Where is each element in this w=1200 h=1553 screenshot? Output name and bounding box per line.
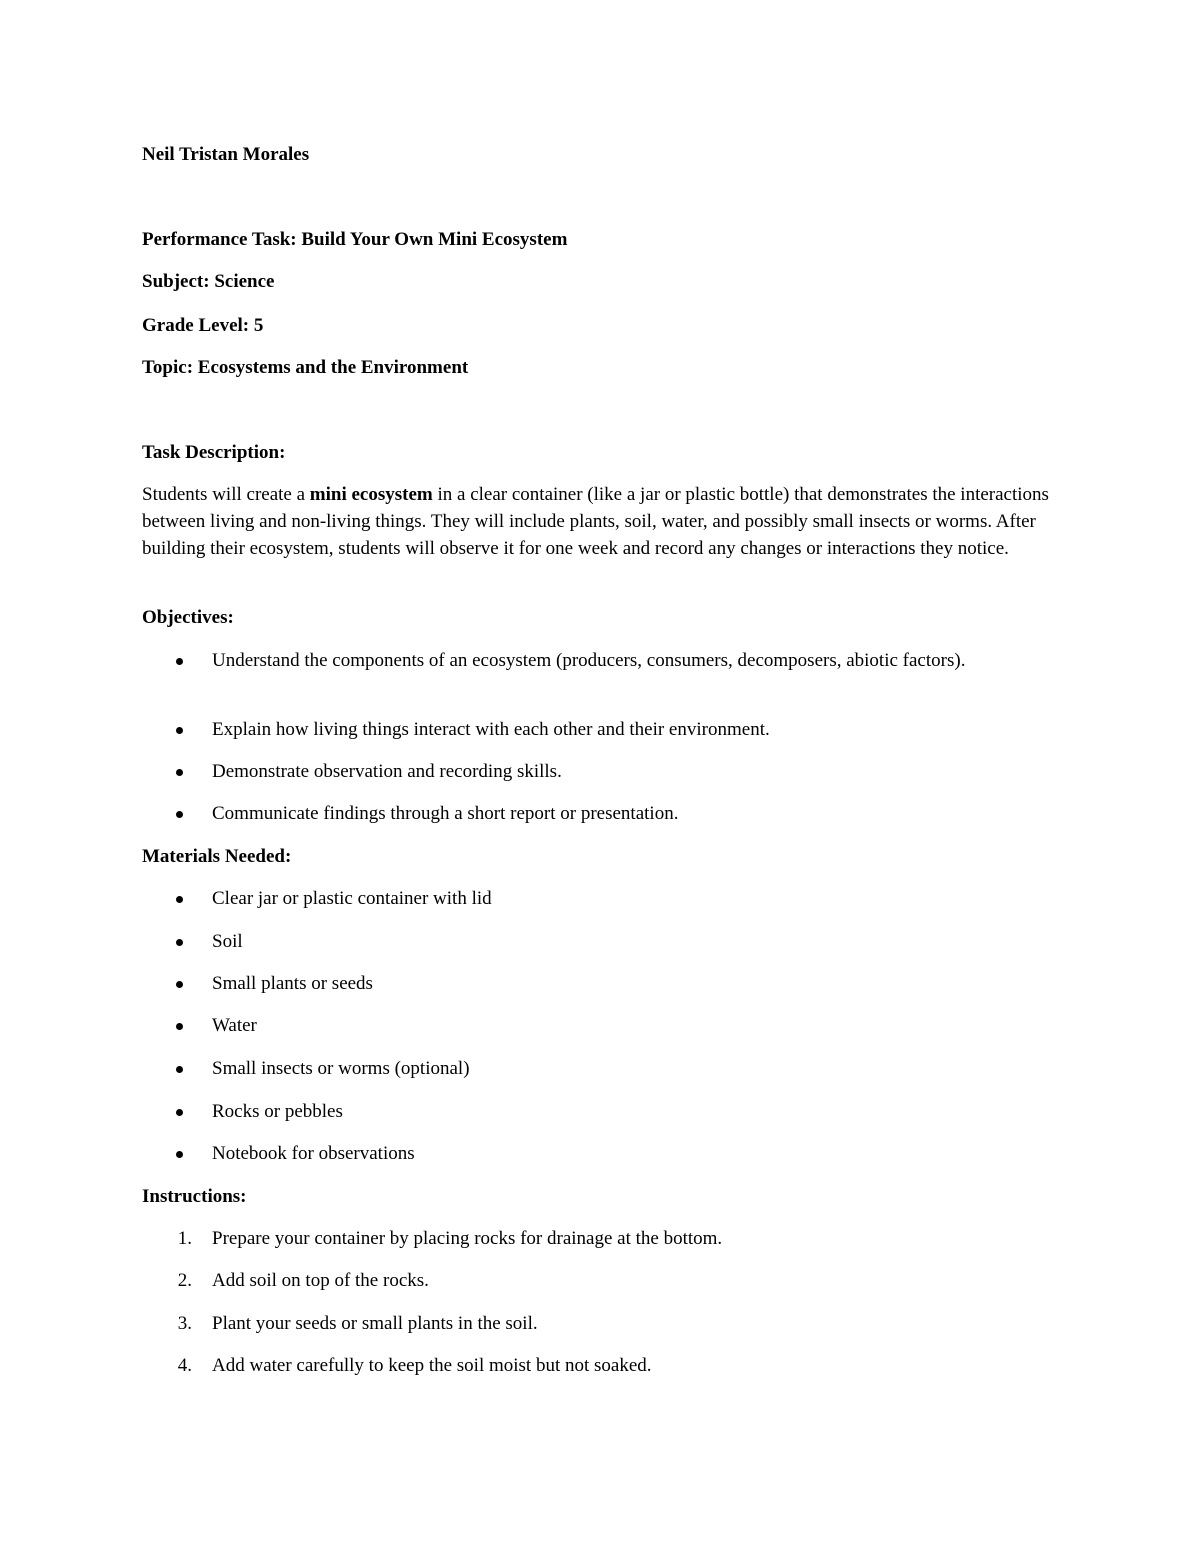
material-text: Rocks or pebbles [212,1101,343,1122]
task-description-heading: Task Description: [142,442,286,463]
task-description-emphasis: mini ecosystem [309,484,433,505]
task-title [142,226,567,253]
instruction-text: Prepare your container by placing rocks for drainage at the bottom. [212,1228,723,1249]
grade-label: Grade Level: [142,315,250,336]
material-item [142,885,1062,912]
bullet-icon [176,1151,183,1158]
bullet-icon [176,896,183,903]
material-text: Water [212,1015,257,1036]
instruction-item [142,1225,1062,1252]
subject-line [142,268,274,295]
material-item [142,1098,1062,1125]
materials-heading: Materials Needed: [142,846,292,867]
bullet-icon [176,769,183,776]
objectives-heading: Objectives: [142,607,234,628]
material-item [142,1055,1062,1082]
objective-item [142,716,1062,743]
bullet-icon [176,658,183,665]
bullet-icon [176,1066,183,1073]
task-title-label: Performance Task: [142,229,297,250]
topic-value: Ecosystems and the Environment [197,357,469,378]
material-item [142,1012,1062,1039]
objective-text: Explain how living things interact with each other and their environment. [212,719,770,740]
objective-text: Communicate findings through a short report or presentation. [212,803,679,824]
instruction-text: Plant your seeds or small plants in the soil. [212,1313,538,1334]
instructions-heading: Instructions: [142,1186,247,1207]
material-text: Notebook for observations [212,1143,415,1164]
step-number: 4. [177,1355,192,1376]
grade-line [142,312,263,339]
instruction-item [142,1352,1062,1379]
material-text: Small insects or worms (optional) [212,1058,470,1079]
step-number: 3. [177,1313,192,1334]
material-item [142,1140,1062,1167]
objective-text: Demonstrate observation and recording skills. [212,761,562,782]
bullet-icon [176,939,183,946]
material-item [142,970,1062,997]
step-number: 2. [177,1270,192,1291]
subject-label: Subject: [142,271,210,292]
bullet-icon [176,811,183,818]
bullet-icon [176,727,183,734]
instruction-text: Add water carefully to keep the soil moist but not soaked. [212,1355,652,1376]
objective-item [142,758,1062,785]
objective-item [142,647,1062,674]
grade-value: 5 [253,315,264,336]
task-description-paragraph [142,481,1062,562]
instruction-item [142,1267,1062,1294]
material-text: Small plants or seeds [212,973,373,994]
subject-value: Science [214,271,275,292]
objective-item [142,800,1062,827]
step-number: 1. [177,1228,192,1249]
topic-label: Topic: [142,357,194,378]
task-description-text-start: Students will create a [142,484,310,505]
bullet-icon [176,1109,183,1116]
instruction-item [142,1310,1062,1337]
bullet-icon [176,981,183,988]
instruction-text: Add soil on top of the rocks. [212,1270,429,1291]
task-title-value: Build Your Own Mini Ecosystem [301,229,568,250]
topic-line [142,354,468,381]
material-text: Clear jar or plastic container with lid [212,888,492,909]
material-item [142,928,1062,955]
task-description-text-end: in a clear container (like a jar or plastic bottle) that demonstrates the interactions between living and non-living things. They will include plants, soil, water, and possibly small insects or worms. After building their ecosystem, students will observe it for one week and record any changes or interactions they notice. [142,484,1049,559]
material-text: Soil [212,931,243,952]
author-name: Neil Tristan Morales [142,144,310,165]
bullet-icon [176,1023,183,1030]
objective-text: Understand the components of an ecosystem (producers, consumers, decomposers, abiotic factors). [212,650,966,671]
